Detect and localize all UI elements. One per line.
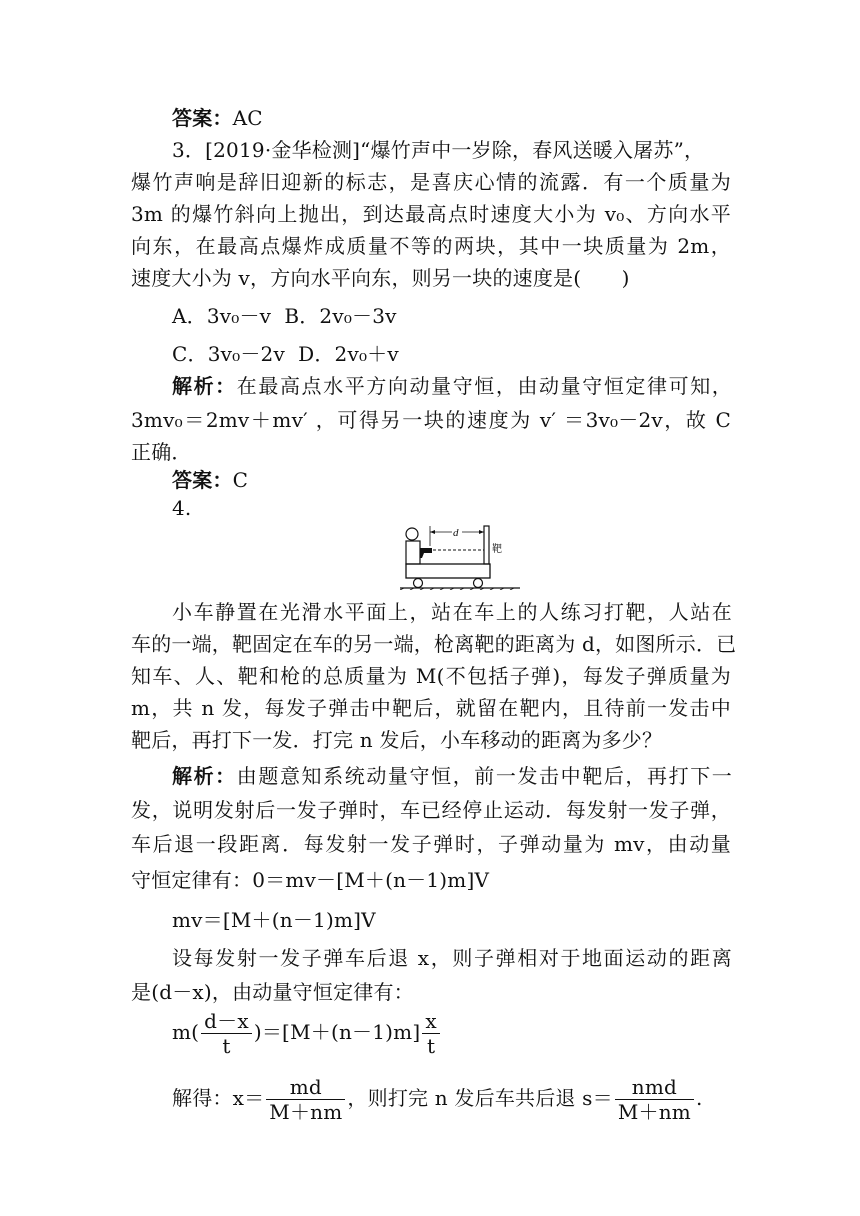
option-c: C．3v₀－2v — [172, 342, 285, 366]
q4-solution: 解得：x＝ $\frac{md}{M+nm}$ ，则打完 n 发后车共后退 s＝ $\frac{\text{nmd}}{M+nm}$ . — [172, 1075, 703, 1124]
option-a: A．3v₀－v — [172, 304, 272, 328]
q4-equation-3: m( $\frac{d-x}{t}$ )＝[M＋(n－1)m] $\frac{x}{t}$ — [172, 1004, 732, 1060]
q4-line1: 小车静置在光滑水平面上，站在车上的人练习打靶，人站在 — [172, 600, 732, 624]
q3-options-ab — [172, 300, 732, 332]
q4-line5: 靶后，再打下一发．打完 n 发后，小车移动的距离为多少？ — [131, 728, 663, 752]
q3-line1: 3．[2019·金华检测]“爆竹声中一岁除，春风送暖入屠苏”， — [172, 138, 705, 162]
q4-equation-2: mv＝[M＋(n－1)m]V — [172, 908, 376, 932]
q3-options-cd — [172, 338, 732, 370]
q3-analysis-line3: 正确． — [131, 440, 192, 464]
fraction-d-minus-x-over-t: $\frac{d-x}{t}$ — [201, 1009, 252, 1058]
q3-line2: 爆竹声响是辞旧迎新的标志，是喜庆心情的流露．有一个质量为 — [131, 170, 731, 194]
q3-analysis-line2: 3mv₀＝2mv＋mv′ ，可得另一块的速度为 v′ ＝3v₀－2v，故 C — [131, 408, 731, 432]
q4-analysis-line4: 守恒定律有：0＝mv－[M＋(n－1)m]V — [131, 868, 490, 892]
q3-line5: 速度大小为 v，方向水平向东，则另一块的速度是( ) — [131, 266, 630, 290]
q4-line2: 车的一端，靶固定在车的另一端，枪离靶的距离为 d，如图所示．已 — [131, 632, 737, 656]
q3-line4: 向东，在最高点爆炸成质量不等的两块，其中一块质量为 2m， — [131, 234, 731, 258]
q4-line3: 知车、人、靶和枪的总质量为 M(不包括子弹)，每发子弹质量为 — [131, 664, 731, 688]
option-b: B．2v₀－3v — [284, 304, 397, 328]
figure-target-label: 靶 — [492, 544, 502, 555]
prev-answer: 答案：AC — [172, 106, 263, 130]
q3-analysis-line1: 解析：在最高点水平方向动量守恒，由动量守恒定律可知， — [172, 374, 732, 398]
q3-line3: 3m 的爆竹斜向上抛出，到达最高点时速度大小为 v₀、方向水平 — [131, 202, 731, 226]
q4-x-line1: 设每发射一发子弹车后退 x，则子弹相对于地面运动的距离 — [172, 946, 732, 970]
fraction-nmd-over-m-plus-nm: $\frac{\text{nmd}}{M+nm}$ — [615, 1075, 694, 1124]
cart-target-figure — [400, 520, 520, 590]
q3-answer: 答案：C — [172, 468, 249, 492]
figure-d-label: d — [453, 527, 459, 539]
q4-number: 4. — [172, 496, 192, 520]
q4-analysis-line3: 车后退一段距离．每发射一发子弹时，子弹动量为 mv，由动量 — [131, 832, 731, 856]
q4-analysis-line1: 解析：由题意知系统动量守恒，前一发击中靶后，再打下一 — [172, 764, 732, 788]
q4-line4: m，共 n 发，每发子弹击中靶后，就留在靶内，且待前一发击中 — [131, 696, 731, 720]
option-d: D．2v₀＋v — [298, 342, 399, 366]
q4-x-line2: 是(d－x)，由动量守恒定律有： — [131, 980, 414, 1004]
fraction-md-over-m-plus-nm: $\frac{md}{M+nm}$ — [266, 1075, 345, 1124]
fraction-x-over-t: $\frac{x}{t}$ — [422, 1009, 439, 1058]
q4-analysis-line2: 发，说明发射后一发子弹时，车已经停止运动．每发射一发子弹， — [131, 798, 731, 822]
